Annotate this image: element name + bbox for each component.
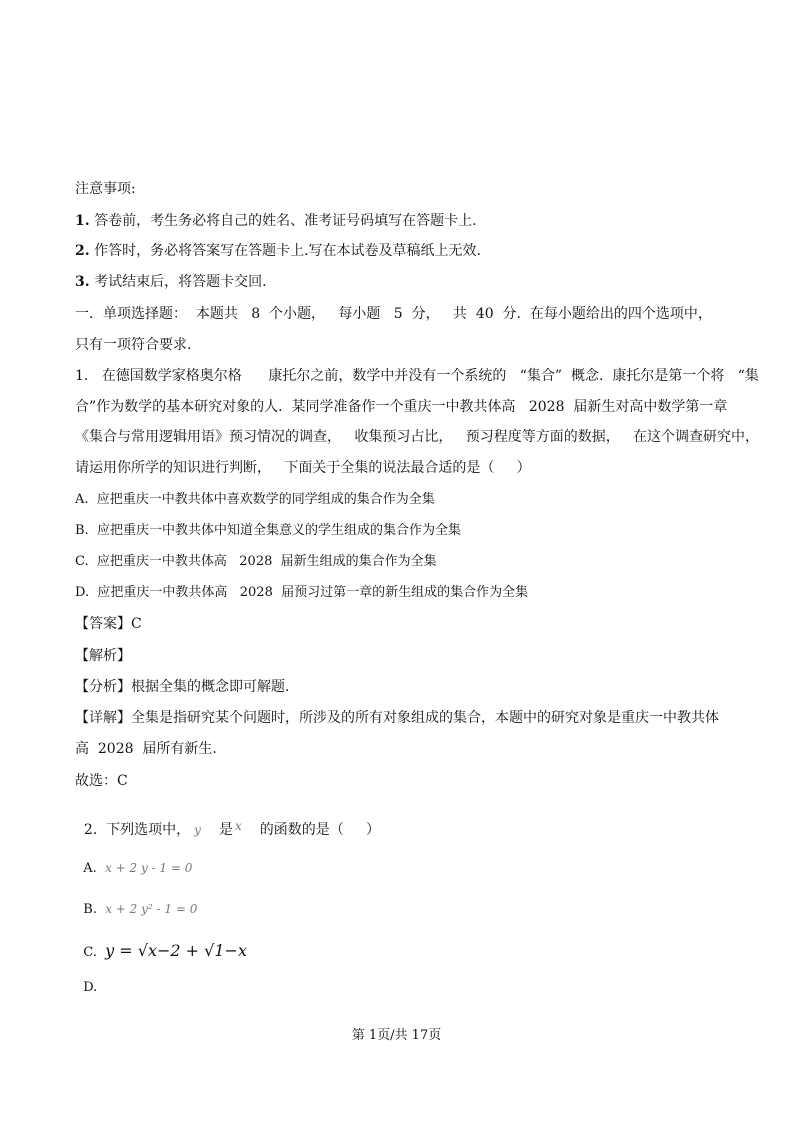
q1-stem-line1: 1. 在德国数学家格奥尔格 康托尔之前，数学中并没有一个系统的 “集合” 概念. 康托尔是第一个将 “集 — [75, 368, 759, 384]
notice-item-2-num: 2. — [75, 243, 90, 259]
q1-stem-line3: 《集合与常用逻辑用语》预习情况的调查， 收集预习占比， 预习程度等方面的数据， 在这个调查研究中， — [75, 429, 760, 445]
q2-option-c-label: C. — [83, 945, 97, 960]
q1-option-c: C. 应把重庆一中教共体高 2028 届新生组成的集合作为全集 — [75, 554, 437, 569]
q1-stem-line2: 合”作为数学的基本研究对象的人. 某同学准备作一个重庆一中教共体高 2028 届新生对高中数学第一章 — [75, 399, 728, 415]
q2-option-a-expr: x + 2 y - 1 = 0 — [105, 861, 193, 875]
q2-option-b-label: B. — [83, 902, 97, 917]
section-heading-line2: 只有一项符合要求. — [75, 337, 192, 353]
q2-stem-prefix: 2. 下列选项中， — [83, 822, 191, 838]
q1-analysis-tag: 【解析】 — [75, 648, 131, 664]
q2-option-a — [75, 841, 192, 878]
q1-final-choice: 故选：C — [75, 773, 128, 789]
fenxi-text: 根据全集的概念即可解题. — [131, 679, 290, 695]
q1-option-b: B. 应把重庆一中教共体中知道全集意义的学生组成的集合作为全集 — [75, 523, 461, 538]
q2-option-d-label: D. — [83, 980, 98, 995]
q2-var-x: x — [234, 819, 242, 833]
q2-option-c — [75, 924, 247, 962]
fenxi-tag: 【分析】 — [75, 679, 131, 695]
q2-option-b-expr: x + 2 y² - 1 = 0 — [105, 902, 198, 916]
q1-option-a: A. 应把重庆一中教共体中喜欢数学的同学组成的集合作为全集 — [75, 492, 435, 507]
q1-xiangjie — [75, 709, 719, 727]
section-heading-line1: 一．单项选择题： 本题共 8 个小题， 每小题 5 分， 共 40 分. 在每小题给出的四个选项中， — [75, 306, 712, 322]
xiangjie-text-1: 全集是指研究某个问题时，所涉及的所有对象组成的集合，本题中的研究对象是重庆一中教共体 — [131, 710, 719, 726]
q2-stem-suffix: 的函数的是（ ） — [259, 822, 380, 838]
q1-fenxi — [75, 678, 289, 696]
q1-option-d: D. 应把重庆一中教共体高 2028 届预习过第一章的新生组成的集合作为全集 — [75, 585, 529, 600]
notice-item-1-num: 1. — [75, 213, 90, 229]
answer-value: C — [131, 616, 142, 632]
notice-item-3-text: 考试结束后，将答题卡交回. — [89, 274, 267, 290]
q1-xiangjie-line2: 高 2028 届所有新生. — [75, 741, 217, 757]
answer-tag: 【答案】 — [75, 616, 131, 632]
xiangjie-tag: 【详解】 — [75, 710, 131, 726]
notice-item-2-text: 作答时，务必将答案写在答题卡上.写在本试卷及草稿纸上无效. — [89, 243, 481, 259]
q2-option-b — [75, 882, 197, 919]
notice-item-2 — [75, 242, 481, 260]
q2-stem — [75, 803, 380, 839]
q2-option-c-expr: y = √x−2 + √1−x — [105, 941, 247, 960]
q2-stem-mid: 是 — [218, 822, 233, 838]
notice-title: 注意事项: — [75, 181, 136, 197]
notice-item-3-num: 3. — [75, 274, 90, 290]
notice-item-1-text: 答卷前，考生务必将自己的姓名、准考证号码填写在答题卡上. — [89, 213, 477, 229]
q2-option-a-label: A. — [83, 861, 97, 876]
page-footer: 第 1页/共 17页 — [351, 1028, 442, 1043]
notice-item-3 — [75, 273, 267, 291]
q2-option-d — [75, 961, 97, 997]
notice-item-1 — [75, 212, 477, 230]
q1-answer — [75, 615, 142, 633]
q1-stem-line4: 请运用你所学的知识进行判断， 下面关于全集的说法最合适的是（ ） — [75, 460, 531, 476]
q2-var-y: y — [194, 823, 201, 837]
